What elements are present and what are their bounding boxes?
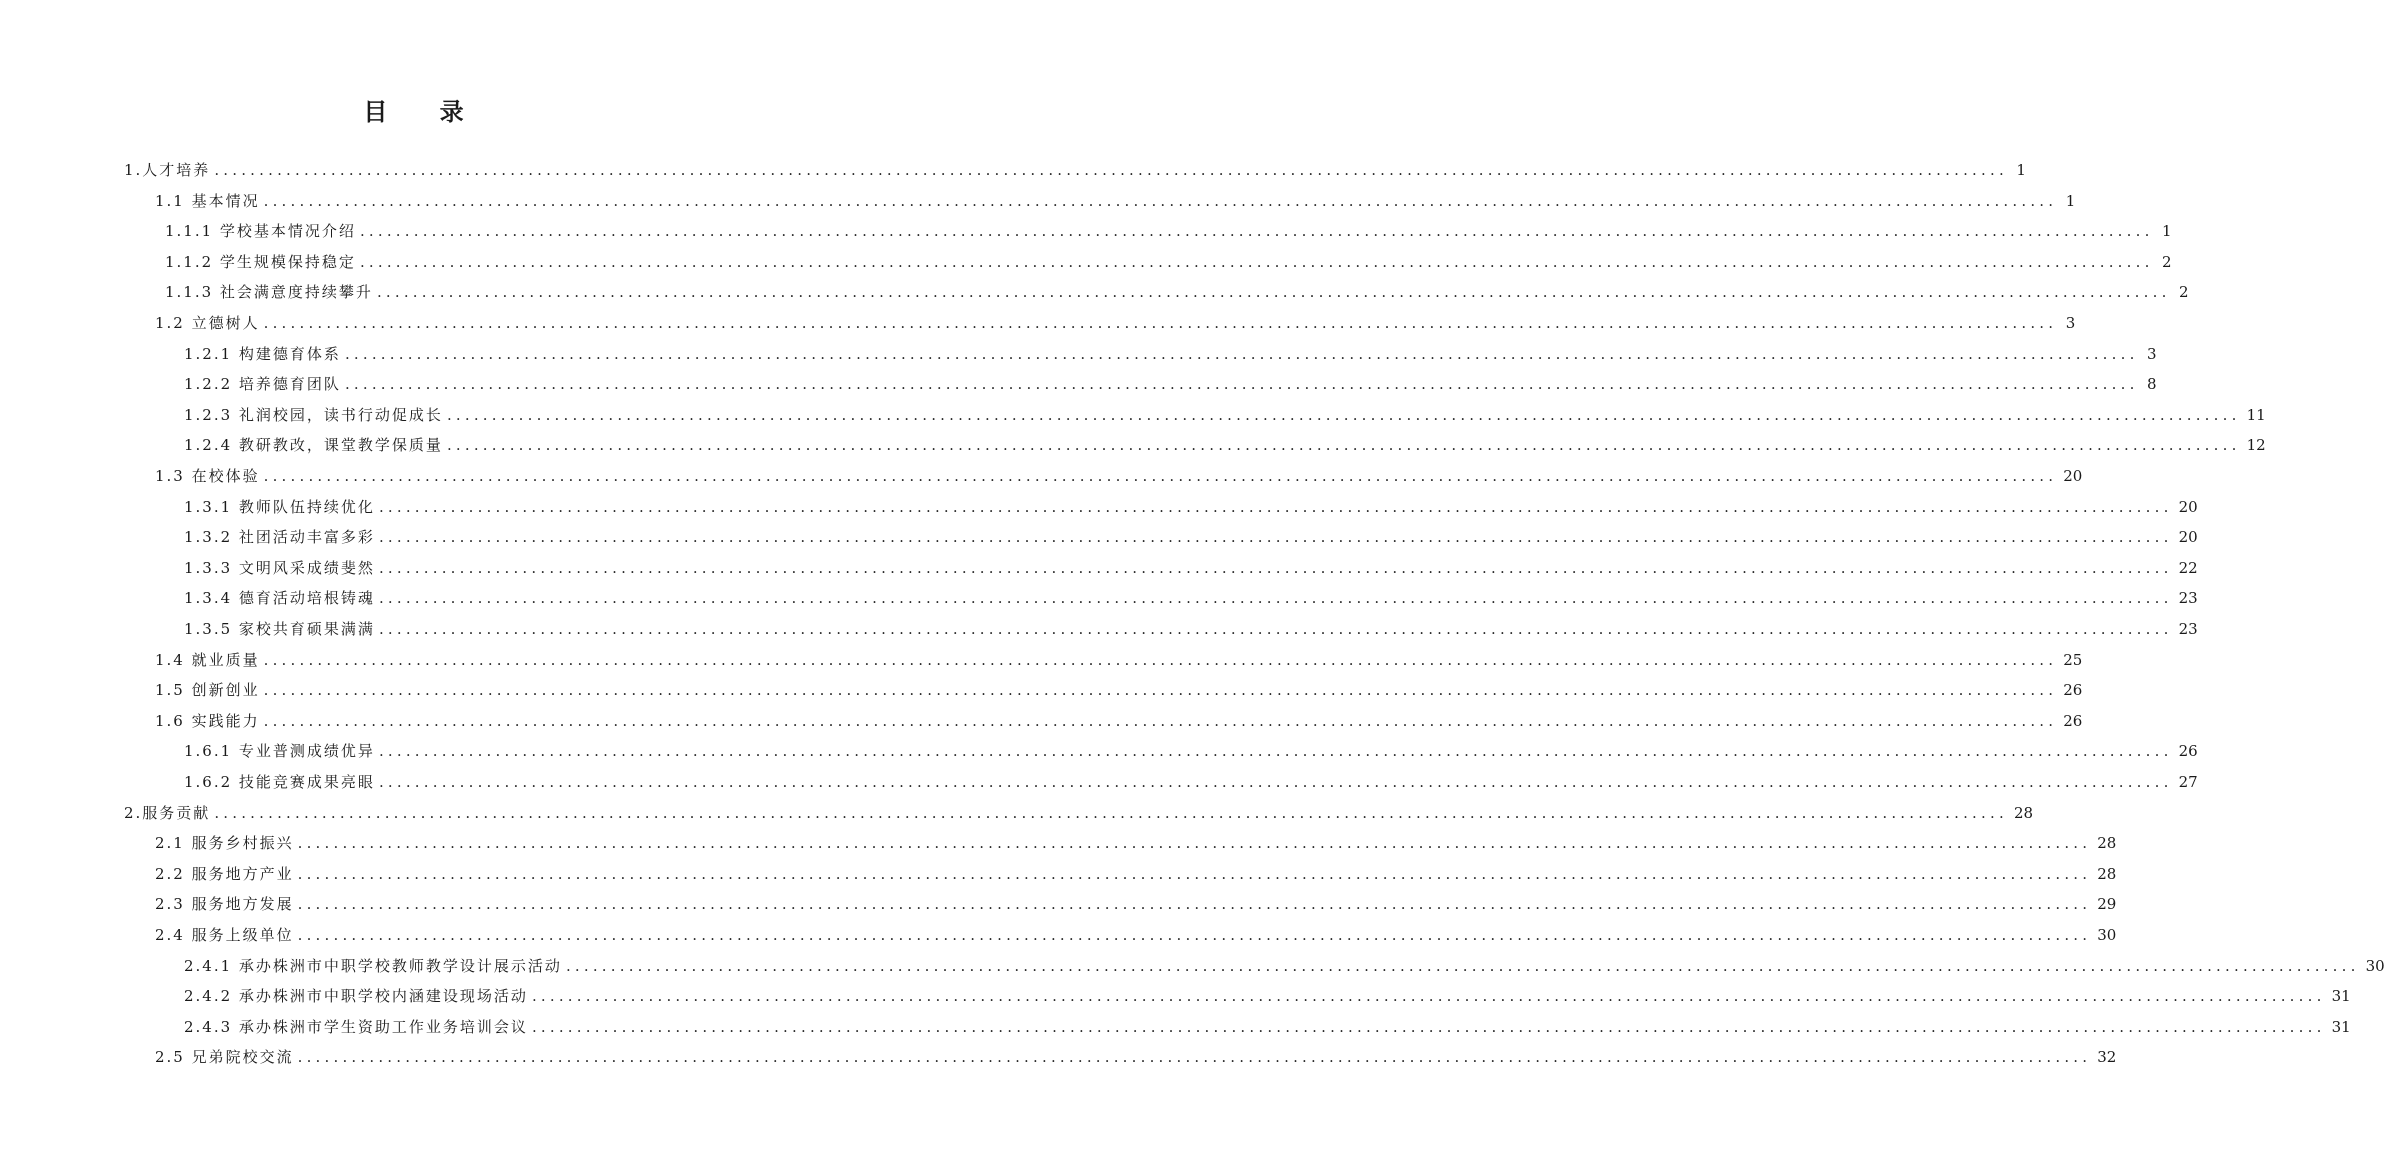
- toc-entry-page-number: 20: [2178, 497, 2198, 516]
- toc-entry-label: 1.6 实践能力: [155, 711, 260, 730]
- dot-leader: ........................................................................................................................................................................................................: [263, 711, 2058, 730]
- toc-entry-page-number: 12: [2246, 436, 2266, 455]
- dot-leader: ........................................................................................................................................................................................................: [263, 681, 2058, 700]
- toc-entry[interactable]: [124, 799, 2034, 827]
- toc-entry-label: 1.2 立德树人: [155, 314, 260, 332]
- toc-entry-page-number: 8: [2147, 375, 2157, 394]
- toc-entry[interactable]: [155, 1043, 2117, 1071]
- page-title: 目 录: [363, 98, 486, 126]
- toc-entry-page-number: 26: [2178, 742, 2198, 761]
- toc-entry[interactable]: [165, 248, 2172, 276]
- dot-leader: ........................................................................................................................................................................................................: [297, 926, 2092, 944]
- dot-leader: ........................................................................................................................................................................................................: [446, 436, 2241, 455]
- toc-entry[interactable]: [165, 217, 2172, 245]
- dot-leader: ........................................................................................................................................................................................................: [297, 864, 2092, 883]
- dot-leader: ........................................................................................................................................................................................................: [378, 773, 2173, 791]
- toc-entry-page-number: 25: [2063, 650, 2083, 669]
- toc-entry-label: 1.2.1 构建德育体系: [184, 344, 341, 363]
- dot-leader: ........................................................................................................................................................................................................: [376, 283, 2171, 302]
- toc-entry-label: 1.1.3 社会满意度持续攀升: [165, 283, 373, 302]
- toc-entry-page-number: 1: [2065, 191, 2076, 210]
- dot-leader: ........................................................................................................................................................................................................: [263, 650, 2058, 669]
- toc-entry-label: 1.6.1 专业普测成绩优异: [184, 742, 375, 761]
- toc-entry[interactable]: [155, 309, 2076, 337]
- toc-entry[interactable]: [155, 646, 2083, 674]
- toc-entry-label: 1.2.4 教研教改，课堂教学保质量: [184, 436, 443, 455]
- toc-entry-label: 2.4.1 承办株洲市中职学校教师教学设计展示活动: [184, 956, 562, 975]
- toc-entry[interactable]: [155, 860, 2117, 888]
- toc-entry[interactable]: [124, 156, 2026, 184]
- toc-entry-label: 2.服务贡献: [124, 803, 211, 822]
- toc-entry[interactable]: [155, 707, 2083, 735]
- toc-entry-label: 2.4 服务上级单位: [155, 926, 294, 944]
- toc-entry[interactable]: [184, 768, 2198, 796]
- toc-entry-label: 2.3 服务地方发展: [155, 895, 294, 914]
- dot-leader: ........................................................................................................................................................................................................: [359, 252, 2154, 271]
- toc-entry-label: 1.3.1 教师队伍持续优化: [184, 497, 375, 516]
- toc-entry-label: 1.3.5 家校共育硕果满满: [184, 620, 375, 638]
- toc-entry[interactable]: [184, 401, 2266, 429]
- toc-entry[interactable]: [184, 982, 2351, 1010]
- toc-entry-page-number: 20: [2063, 467, 2083, 485]
- toc-entry-label: 1.6.2 技能竞赛成果亮眼: [184, 773, 375, 791]
- toc-entry[interactable]: [184, 523, 2198, 551]
- dot-leader: ........................................................................................................................................................................................................: [214, 161, 2008, 179]
- toc-entry-page-number: 31: [2331, 1017, 2351, 1036]
- toc-entry-label: 1.3 在校体验: [155, 467, 260, 485]
- toc-entry-page-number: 1: [2016, 161, 2026, 179]
- toc-entry[interactable]: [155, 829, 2117, 857]
- dot-leader: ........................................................................................................................................................................................................: [378, 528, 2173, 547]
- toc-entry-label: 1.2.2 培养德育团队: [184, 375, 341, 394]
- toc-entry-label: 1.人才培养: [124, 161, 211, 179]
- dot-leader: ........................................................................................................................................................................................................: [263, 191, 2058, 210]
- toc-entry[interactable]: [184, 737, 2198, 765]
- toc-entry-page-number: 30: [2365, 956, 2385, 975]
- toc-entry-page-number: 2: [2162, 252, 2172, 271]
- toc-entry-label: 2.2 服务地方产业: [155, 864, 294, 883]
- toc-entry-label: 1.2.3 礼润校园，读书行动促成长: [184, 405, 443, 424]
- toc-entry-page-number: 28: [2013, 803, 2034, 822]
- toc-entry-label: 2.4.2 承办株洲市中职学校内涵建设现场活动: [184, 987, 528, 1006]
- toc-entry-page-number: 3: [2147, 344, 2157, 363]
- dot-leader: ........................................................................................................................................................................................................: [446, 405, 2241, 424]
- dot-leader: ........................................................................................................................................................................................................: [378, 589, 2173, 608]
- dot-leader: ........................................................................................................................................................................................................: [359, 222, 2154, 241]
- toc-entry-page-number: 27: [2178, 773, 2198, 791]
- toc-entry[interactable]: [184, 1013, 2351, 1041]
- toc-entry-page-number: 26: [2063, 711, 2083, 730]
- toc-entry-label: 2.1 服务乡村振兴: [155, 834, 294, 853]
- toc-entry-label: 1.1.2 学生规模保持稳定: [165, 252, 356, 271]
- toc-entry[interactable]: [155, 187, 2076, 215]
- dot-leader: ........................................................................................................................................................................................................: [565, 956, 2360, 975]
- toc-entry-label: 1.3.2 社团活动丰富多彩: [184, 528, 375, 547]
- dot-leader: ........................................................................................................................................................................................................: [297, 1048, 2092, 1067]
- toc-entry[interactable]: [155, 921, 2117, 949]
- dot-leader: ........................................................................................................................................................................................................: [531, 1017, 2326, 1036]
- toc-entry-page-number: 28: [2097, 834, 2117, 853]
- toc-entry[interactable]: [184, 340, 2157, 368]
- toc-entry[interactable]: [165, 278, 2189, 306]
- toc-entry-page-number: 26: [2063, 681, 2083, 700]
- toc-entry-page-number: 2: [2179, 283, 2189, 302]
- dot-leader: ........................................................................................................................................................................................................: [263, 467, 2058, 485]
- toc-entry-page-number: 29: [2097, 895, 2117, 914]
- toc-entry-page-number: 30: [2097, 926, 2117, 944]
- toc-entry-page-number: 20: [2178, 528, 2198, 547]
- toc-entry-label: 2.4.3 承办株洲市学生资助工作业务培训会议: [184, 1017, 528, 1036]
- dot-leader: ........................................................................................................................................................................................................: [297, 895, 2092, 914]
- toc-entry[interactable]: [184, 370, 2157, 398]
- toc-entry[interactable]: [184, 493, 2198, 521]
- toc-entry-page-number: 28: [2097, 864, 2117, 883]
- toc-entry-label: 2.5 兄弟院校交流: [155, 1048, 294, 1067]
- dot-leader: ........................................................................................................................................................................................................: [344, 375, 2139, 394]
- dot-leader: ........................................................................................................................................................................................................: [214, 803, 2008, 822]
- toc-entry-page-number: 1: [2162, 222, 2172, 241]
- toc-entry-page-number: 31: [2331, 987, 2351, 1006]
- toc-entry-page-number: 23: [2178, 620, 2198, 638]
- toc-entry-label: 1.1.1 学校基本情况介绍: [165, 222, 356, 241]
- toc-entry[interactable]: [155, 676, 2083, 704]
- toc-entry-label: 1.5 创新创业: [155, 681, 260, 700]
- dot-leader: ........................................................................................................................................................................................................: [297, 834, 2092, 853]
- toc-entry[interactable]: [155, 462, 2083, 490]
- toc-entry-page-number: 23: [2178, 589, 2198, 608]
- toc-entry[interactable]: [184, 952, 2385, 980]
- toc-entry-label: 1.4 就业质量: [155, 650, 260, 669]
- toc-entry-label: 1.3.3 文明风采成绩斐然: [184, 558, 375, 577]
- dot-leader: ........................................................................................................................................................................................................: [378, 742, 2173, 761]
- dot-leader: ........................................................................................................................................................................................................: [344, 344, 2139, 363]
- dot-leader: ........................................................................................................................................................................................................: [263, 314, 2058, 332]
- toc-entry[interactable]: [155, 890, 2117, 918]
- dot-leader: ........................................................................................................................................................................................................: [378, 497, 2173, 516]
- toc-entry[interactable]: [184, 431, 2266, 459]
- toc-entry-page-number: 11: [2246, 405, 2266, 424]
- toc-entry[interactable]: [184, 584, 2198, 612]
- toc-entry-page-number: 22: [2178, 558, 2198, 577]
- dot-leader: ........................................................................................................................................................................................................: [378, 620, 2173, 638]
- toc-entry-label: 1.1 基本情况: [155, 191, 260, 210]
- dot-leader: ........................................................................................................................................................................................................: [378, 558, 2173, 577]
- toc-entry-label: 1.3.4 德育活动培根铸魂: [184, 589, 375, 608]
- dot-leader: ........................................................................................................................................................................................................: [531, 987, 2326, 1006]
- toc-entry[interactable]: [184, 554, 2198, 582]
- toc-entry-page-number: 32: [2097, 1048, 2117, 1067]
- toc-entry-page-number: 3: [2065, 314, 2076, 332]
- toc-entry[interactable]: [184, 615, 2198, 643]
